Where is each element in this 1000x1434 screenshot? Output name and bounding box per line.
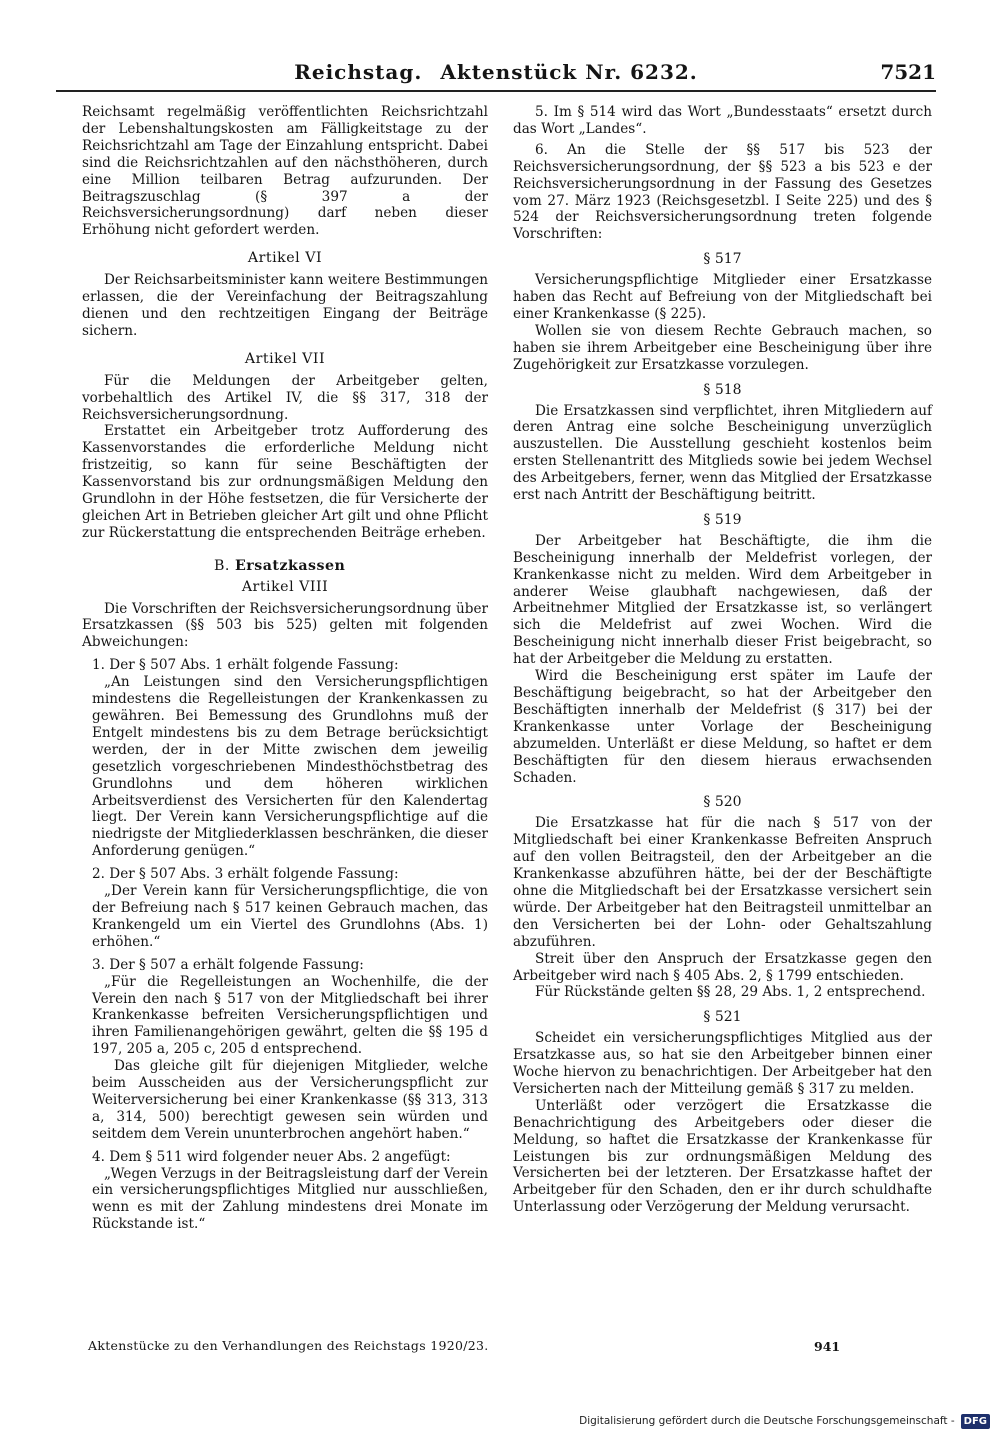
digitization-credit xyxy=(579,1413,990,1429)
paragraph: Wollen sie von diesem Rechte Gebrauch machen, so haben sie ihrem Arbeitgeber eine Bescheinigung über ihre Zugehörigkeit zur Ersatzkasse vorzulegen. xyxy=(513,322,932,373)
paragraph: Für Rückstände gelten §§ 28, 29 Abs. 1, 2 entsprechend. xyxy=(535,984,926,1001)
sheet-number: 941 xyxy=(814,1339,841,1354)
list-item: 1. Der § 507 Abs. 1 erhält folgende Fassung: xyxy=(92,657,399,674)
article-heading: Artikel VII xyxy=(244,350,326,367)
right-column xyxy=(513,104,932,1216)
paragraph: Der Arbeitgeber hat Beschäftigte, die ihm die Bescheinigung innerhalb der Meldefrist vorlegen, der Krankenkasse nicht zu melden. Wird dem Arbeitgeber in anderer Weise glaubhaft nachgewiesen, daß der Arbeitnehmer Mitglied der Ersatzkasse ist, so verlängert sich die Meldefrist auf zwei Wochen. Wird die Bescheinigung nicht innerhalb dieser Frist beigebracht, so hat der Arbeitgeber die Meldung zu erstatten. xyxy=(513,532,932,668)
list-item: 2. Der § 507 Abs. 3 erhält folgende Fassung: xyxy=(92,866,399,883)
paragraph: Für die Meldungen der Arbeitgeber gelten, vorbehaltlich des Artikel IV, die §§ 317, 318 der Reichsversicherungsordnung. xyxy=(82,372,488,423)
paragraph: Die Ersatzkasse hat für die nach § 517 von der Mitgliedschaft bei einer Krankenkasse Befreiten Anspruch auf den vollen Beitragsteil, den der Arbeitgeber an die Krankenkasse abzuführen hätte, bei der der Beschäftigte ohne die Mitgliedschaft bei der Ersatzkasse versichert sein würde. Der Arbeitgeber hat den Beitragsteil unmittelbar an den Versicherten bei der Lohn- oder Gehaltszahlung abzuführen. xyxy=(513,815,932,950)
page-header xyxy=(56,54,936,92)
list-item: 6. An die Stelle der §§ 517 bis 523 der Reichsversicherungsordnung, der §§ 523 a bis 523 e der Reichsversicherungsordnung in der Fassung des Gesetzes vom 27. März 1923 (Reichsgesetzbl. I Seite 225) und des § 524 der Reichsversicherungsordnung treten folgende Vorschriften: xyxy=(513,141,932,243)
quotation: „Für die Regelleistungen an Wochenhilfe, die der Verein den nach § 517 von der Mitgliedschaft bei ihrer Krankenkasse befreiten Versicherungspflichtigen und ihren Familienangehörigen gewährt, gelten die §§ 195 d 197, 205 a, 205 c, 205 d entsprechend. xyxy=(92,973,488,1058)
list-item: 5. Im § 514 wird das Wort „Bundesstaats“ ersetzt durch das Wort „Landes“. xyxy=(513,104,932,137)
left-column xyxy=(82,104,488,1233)
paragraph: Wird die Bescheinigung erst später im Laufe der Beschäftigung beigebracht, so hat der Arbeitgeber den Beschäftigten innerhalb der Meldefrist (§ 317) bei der Krankenkasse unter Vorlage der Bescheinigung abzumelden. Unterläßt er diese Meldung, so haftet er dem Beschäftigten für den diesem hieraus erwachsenden Schaden. xyxy=(513,668,932,786)
paragraph-heading: § 518 xyxy=(703,381,742,398)
section-letter: B. xyxy=(214,557,230,574)
quotation: Das gleiche gilt für diejenigen Mitglieder, welche beim Ausscheiden aus der Versicherungspflicht zur Weiterversicherung bei einer Krankenkasse (§§ 313, 313 a, 314, 500) berechtigt gewesen sein würden und seitdem dem Verein ununterbrochen angehört haben.“ xyxy=(92,1058,488,1142)
paragraph: Scheidet ein versicherungspflichtiges Mitglied aus der Ersatzkasse aus, so hat sie den Arbeitgeber binnen einer Woche hiervon zu benachrichtigen. Der Arbeitgeber hat den Versicherten nach der Mitteilung gemäß § 317 zu melden. xyxy=(513,1030,932,1097)
list-item: 3. Der § 507 a erhält folgende Fassung: xyxy=(92,956,364,973)
paragraph: Versicherungspflichtige Mitglieder einer Ersatzkasse haben das Recht auf Befreiung von der Mitgliedschaft bei einer Krankenkasse (§ 225). xyxy=(513,272,932,322)
article-heading: Artikel VIII xyxy=(241,578,329,595)
paragraph-heading: § 517 xyxy=(703,251,742,268)
quotation: „An Leistungen sind den Versicherungspflichtigen mindestens die Regelleistungen der Krankenkassen zu gewähren. Bei Bemessung des Grundlohns muß der Entgelt mindestens bis zu dem Betrage berücksichtigt werden, der in der Mitte zwischen dem jeweilig gesetzlich vorgeschriebenen Mindesthöchstbetrag des Grundlohns und dem höheren wirklichen Arbeitsverdienst des Versicherten für den Kalendertag liegt. Der Verein kann Versicherungspflichtige auf die niedrigste der Mitgliederklassen beschränken, die dieser Anforderung genügen.“ xyxy=(92,674,488,860)
paragraph-heading: § 519 xyxy=(703,511,742,528)
paragraph: Erstattet ein Arbeitgeber trotz Aufforderung des Kassenvorstandes die erforderliche Meldung nicht fristzeitig, so kann für seine Beschäftigten der Kassenvorstand bis zur ordnungsmäßigen Meldung den Grundlohn in der Höhe festsetzen, die für Versicherte der gleichen Art in Betrieben gleicher Art gilt und ohne Pflicht zur Rückerstattung die entsprechenden Beiträge erheben. xyxy=(82,423,488,541)
paragraph: Die Vorschriften der Reichsversicherungsordnung über Ersatzkassen (§§ 503 bis 525) gelten mit folgenden Abweichungen: xyxy=(82,600,488,651)
header-title xyxy=(56,60,936,84)
section-heading xyxy=(82,558,488,575)
dfg-logo: DFG xyxy=(961,1414,990,1429)
section-title: Ersatzkassen xyxy=(234,557,346,574)
header-title-reichstag: Reichstag. xyxy=(294,60,423,84)
list-item: 4. Dem § 511 wird folgender neuer Abs. 2 angefügt: xyxy=(92,1148,451,1165)
paragraph: Reichsamt regelmäßig veröffentlichten Reichsrichtzahl der Lebenshaltungskosten am Fälligkeitstage zu der Reichsrichtzahl am Tage der Einzahlung entspricht. Dabei sind die Reichsrichtzahlen auf den nächsthöheren, durch eine Million teilbaren Betrag aufzurunden. Der Beitragszuschlag (§ 397 a der Reichsversicherungsordnung) darf neben dieser Erhöhung nicht gefordert werden. xyxy=(82,104,488,239)
footer-source: Aktenstücke zu den Verhandlungen des Reichstags 1920/23. xyxy=(88,1338,489,1353)
article-heading: Artikel VI xyxy=(247,250,323,267)
quotation: „Wegen Verzugs in der Beitragsleistung darf der Verein ein versicherungspflichtiges Mitglied nur ausschließen, wenn es mit der Zahlung mindestens drei Monate im Rückstande ist.“ xyxy=(92,1165,488,1233)
header-title-aktenstueck: Aktenstück Nr. 6232. xyxy=(440,60,698,84)
page-number: 7521 xyxy=(880,60,936,84)
quotation: „Der Verein kann für Versicherungspflichtige, die von der Befreiung nach § 517 keinen Gebrauch machen, das Krankengeld um ein Viertel des Grundlohns (Abs. 1) erhöhen.“ xyxy=(92,883,488,950)
paragraph: Streit über den Anspruch der Ersatzkasse gegen den Arbeitgeber wird nach § 405 Abs. 2, § 1799 entschieden. xyxy=(513,950,932,984)
paragraph: Der Reichsarbeitsminister kann weitere Bestimmungen erlassen, die der Vereinfachung der Beitragszahlung dienen und den rechtzeitigen Eingang der Beiträge sichern. xyxy=(82,272,488,339)
credit-text: Digitalisierung gefördert durch die Deutsche Forschungsgemeinschaft - xyxy=(579,1415,955,1427)
paragraph-heading: § 521 xyxy=(703,1009,742,1026)
paragraph: Die Ersatzkassen sind verpflichtet, ihren Mitgliedern auf deren Antrag eine solche Bescheinigung unverzüglich auszustellen. Die Ausstellung geschieht kostenlos beim ersten Stellenantritt des Mitglieds sowie bei jedem Wechsel des Arbeitgebers, ferner, wenn das Mitglied der Ersatzkasse erst nach Antritt der Beschäftigung beitritt. xyxy=(513,402,932,504)
paragraph-heading: § 520 xyxy=(703,794,742,811)
paragraph: Unterläßt oder verzögert die Ersatzkasse die Benachrichtigung des Arbeitgebers oder dieser die Meldung, so haftet die Ersatzkasse der Krankenkasse für Leistungen bis zur ordnungsmäßigen Meldung des Versicherten bei der letzteren. Der Ersatzkasse haftet der Arbeitgeber für den Schaden, den er ihr durch schuldhafte Unterlassung oder Verzögerung der Meldung verursacht. xyxy=(513,1097,932,1216)
